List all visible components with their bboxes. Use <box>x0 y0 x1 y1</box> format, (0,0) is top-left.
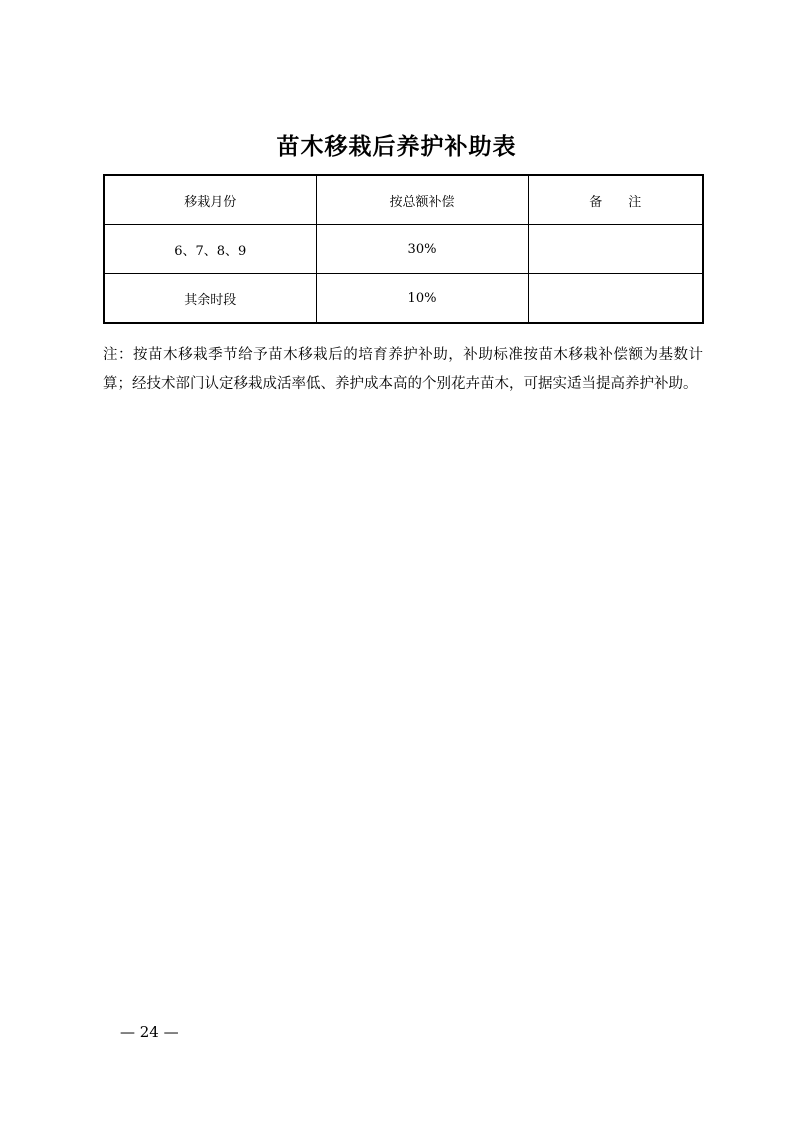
table-cell <box>528 225 703 274</box>
table-row <box>104 225 703 274</box>
table-cell: 其余时段 <box>104 274 316 324</box>
table-cell: 10% <box>316 274 528 324</box>
table-header-row <box>104 175 703 225</box>
header-remarks: 备 注 <box>528 175 703 225</box>
page-number: — 24 — <box>120 1023 179 1041</box>
table-row <box>104 274 703 324</box>
table-note: 注：按苗木移栽季节给予苗木移栽后的培育养护补助，补助标准按苗木移栽补偿额为基数计算；经技术部门认定移栽成活率低、养护成本高的个别花卉苗木，可据实适当提高养护补助。 <box>103 347 703 392</box>
subsidy-table <box>103 174 704 324</box>
page-title: 苗木移栽后养护补助表 <box>276 133 517 160</box>
header-transplant-month: 移栽月份 <box>104 175 316 225</box>
table-cell: 6、7、8、9 <box>104 225 316 274</box>
table-cell <box>528 274 703 324</box>
header-compensation-rate: 按总额补偿 <box>316 175 528 225</box>
table-cell: 30% <box>316 225 528 274</box>
